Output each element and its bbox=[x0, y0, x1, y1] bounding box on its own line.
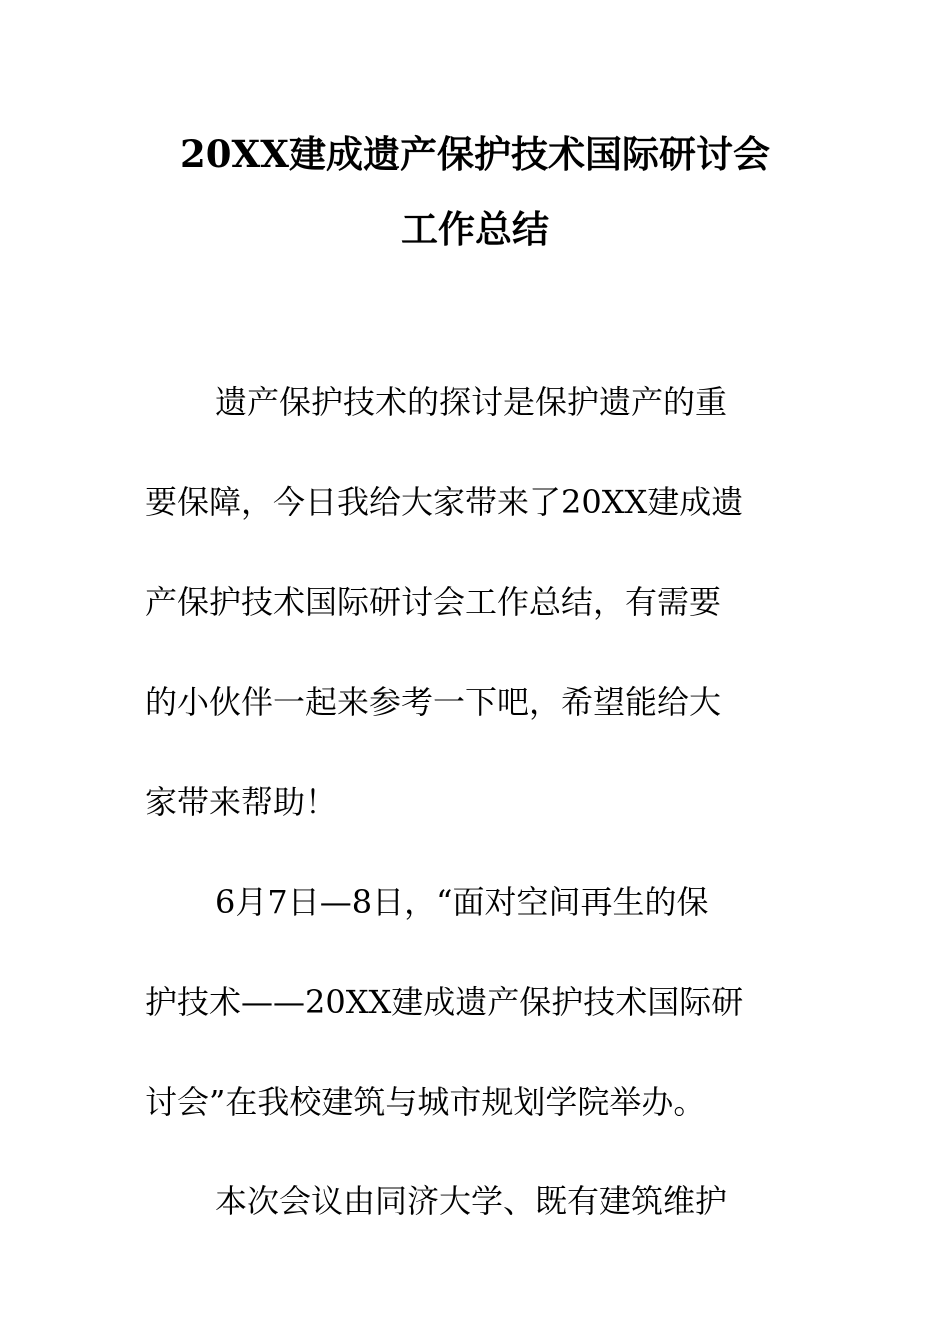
paragraph-1-line-2: 要保障，今日我给大家带来了20XX建成遗 bbox=[145, 483, 744, 521]
document-title-line-2: 工作总结 bbox=[401, 207, 549, 251]
paragraph-1-line-3: 产保护技术国际研讨会工作总结，有需要 bbox=[145, 583, 722, 621]
document-title-line-1: 20XX建成遗产保护技术国际研讨会 bbox=[180, 132, 770, 176]
paragraph-1-line-5: 家带来帮助！ bbox=[145, 783, 338, 821]
paragraph-2-line-2: 护技术——20XX建成遗产保护技术国际研 bbox=[145, 983, 744, 1021]
paragraph-2-line-1: 6月7日—8日，“面对空间再生的保 bbox=[215, 883, 709, 921]
paragraph-2-line-3: 讨会”在我校建筑与城市规划学院举办。 bbox=[145, 1083, 706, 1121]
paragraph-1-line-1: 遗产保护技术的探讨是保护遗产的重 bbox=[215, 383, 728, 421]
paragraph-3-line-1: 本次会议由同济大学、既有建筑维护 bbox=[215, 1182, 728, 1220]
paragraph-1-line-4: 的小伙伴一起来参考一下吧，希望能给大 bbox=[145, 683, 722, 721]
